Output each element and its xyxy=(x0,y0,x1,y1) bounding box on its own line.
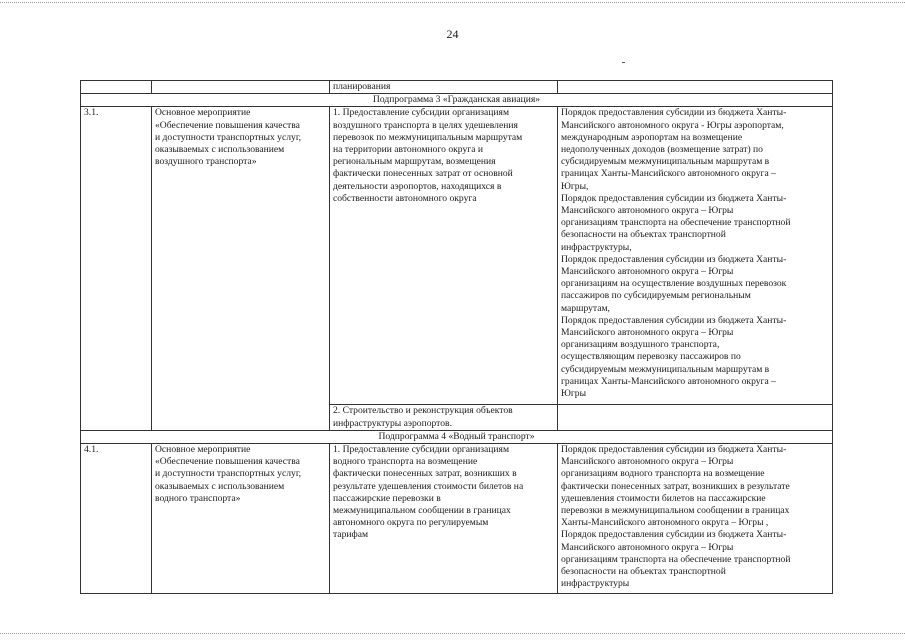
cell-act xyxy=(558,405,833,430)
program-table xyxy=(80,80,833,594)
cell-act xyxy=(558,81,833,94)
page-number: 24 xyxy=(446,27,459,41)
cell-measure: планирования xyxy=(330,81,558,94)
cell-name: Основное мероприятие «Обеспечение повышения качества и доступности транспортных услуг, оказываемых с использованием водного транспорта» xyxy=(152,444,330,594)
cell-num: 3.1. xyxy=(81,107,152,430)
cell-act: Порядок предоставления субсидии из бюджета Ханты- Мансийского автономного округа - Югры аэропортам, международным аэропортам на возмещение недополученных доходов (возмещение затрат) по субсидируемым межмуниципальным маршрутам в границах Ханты-Мансийского автономного округа – Югры, Порядок предоставления субсидии из бюджета Ханты- Мансийского автономного округа – Югры организациям транспорта на обеспечение транспортной безопасности на объектах транспортной инфраструктуры, Порядок предоставления субсидии из бюджета Ханты- Мансийского автономного округа – Югры организациям на осуществление воздушных перевозок пассажиров по субсидируемым региональным маршрутам, Порядок предоставления субсидии из бюджета Ханты- Мансийского автономного округа – Югры организациям воздушного транспорта, осуществляющим перевозку пассажиров по субсидируемым межмуниципальным маршрутам в границах Ханты-Мансийского автономного округа – Югры xyxy=(558,107,833,405)
cell-measure: 1. Предоставление субсидии организациям водного транспорта на возмещение фактически понесенных затрат, возникших в результате удешевления стоимости билетов на пассажирские перевозки в межмуниципальном сообщении в границах автономного округа по регулируемым тарифам xyxy=(330,444,558,594)
subprogram-header-4 xyxy=(81,430,833,443)
table-row-continuation xyxy=(81,81,833,94)
table-row-4-1 xyxy=(81,444,833,594)
cell-act: Порядок предоставления субсидии из бюджета Ханты- Мансийского автономного округа – Югры организациям водного транспорта на возмещение фактически понесенных затрат, возникших в результате удешевления стоимости билетов на пассажирские перевозки в межмуниципальном сообщении в границах Ханты-Мансийского автономного округа – Югры , Порядок предоставления субсидии из бюджета Ханты- Мансийского автономного округа – Югры организациям транспорта на обеспечение транспортной безопасности на объектах транспортной инфраструктуры xyxy=(558,444,833,594)
cell-measure: 1. Предоставление субсидии организациям воздушного транспорта в целях удешевления перевозок по межмуниципальным маршрутам на территории автономного округа и региональным маршрутам, возмещения фактически понесенных затрат от основной деятельности аэропортов, находящихся в собственности автономного округа xyxy=(330,107,558,405)
cell-num: 4.1. xyxy=(81,444,152,594)
scan-edge-top xyxy=(0,2,905,4)
cell-name xyxy=(152,81,330,94)
scan-mark xyxy=(622,62,625,63)
cell-num xyxy=(81,81,152,94)
cell-name: Основное мероприятие «Обеспечение повышения качества и доступности транспортных услуг, оказываемых с использованием воздушного транспорта» xyxy=(152,107,330,430)
subprogram-title: Подпрограмма 4 «Водный транспорт» xyxy=(81,430,833,443)
scan-edge-bottom xyxy=(0,633,905,635)
table-row-3-1 xyxy=(81,107,833,405)
subprogram-title: Подпрограмма 3 «Гражданская авиация» xyxy=(81,94,833,107)
subprogram-header-3 xyxy=(81,94,833,107)
cell-measure: 2. Строительство и реконструкция объектов инфраструктуры аэропортов. xyxy=(330,405,558,430)
